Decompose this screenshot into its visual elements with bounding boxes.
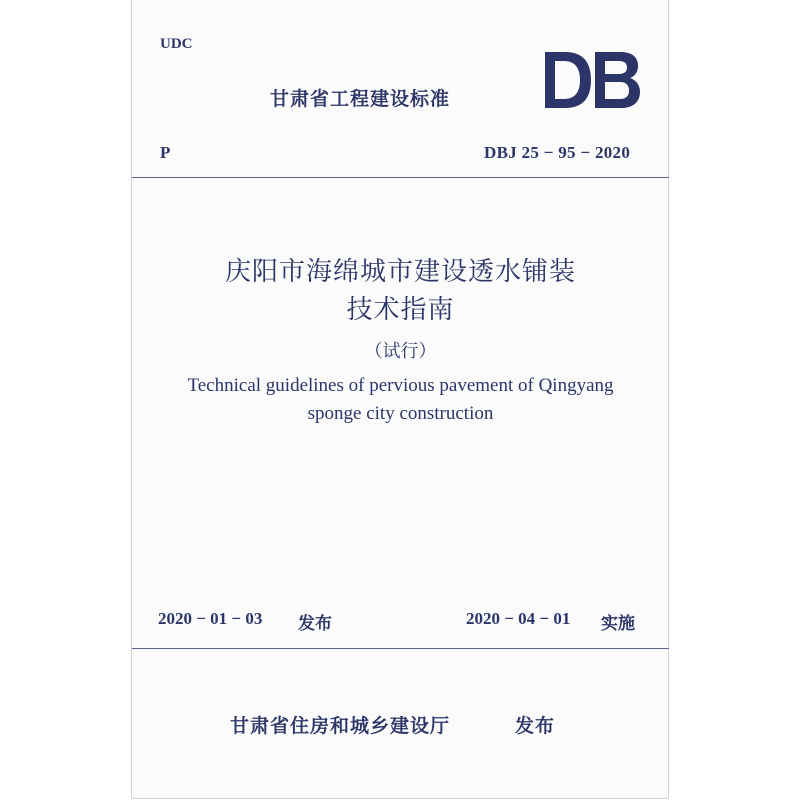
english-title-line-2: sponge city construction	[307, 403, 494, 424]
book-cover	[131, 0, 669, 799]
implement-date: 2020 − 04 − 01	[466, 609, 571, 628]
standard-number: DBJ 25 − 95 − 2020	[484, 143, 631, 162]
standard-category: 甘肃省工程建设标准	[270, 88, 451, 110]
title-line-1: 庆阳市海绵城市建设透水铺装	[224, 257, 576, 286]
title-line-2: 技术指南	[346, 295, 455, 324]
implement-label: 实施	[601, 614, 635, 634]
udc-label: UDC	[160, 36, 193, 52]
bottom-divider	[132, 648, 669, 649]
english-title-line-1: Technical guidelines of pervious pavement of Qingyang	[187, 375, 614, 396]
db-logo-icon	[543, 50, 641, 110]
top-divider	[132, 177, 669, 178]
classification-code: P	[160, 143, 171, 162]
issue-date: 2020 − 01 − 03	[158, 609, 263, 628]
publisher-name: 甘肃省住房和城乡建设厅	[230, 715, 451, 737]
publish-label: 发布	[515, 715, 556, 737]
issue-label: 发布	[298, 614, 332, 634]
trial-status: （试行）	[364, 341, 437, 361]
